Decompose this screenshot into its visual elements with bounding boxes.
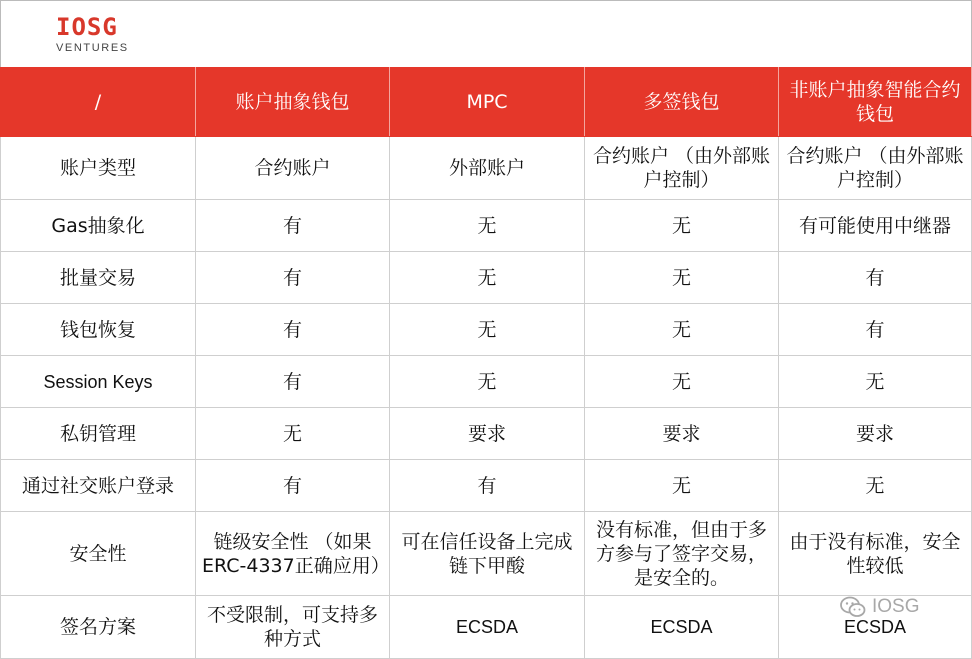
table-cell: 有 [196, 356, 390, 408]
header-row [1, 68, 972, 137]
row-label: 私钥管理 [1, 408, 196, 460]
table-row [1, 252, 972, 304]
table-cell: 无 [390, 356, 585, 408]
table-cell: 无 [779, 356, 972, 408]
table-cell: 有 [196, 252, 390, 304]
table-cell: 有 [390, 460, 585, 512]
header-cell: 账户抽象钱包 [196, 68, 390, 137]
table-cell: 有 [196, 200, 390, 252]
table-cell: 有可能使用中继器 [779, 200, 972, 252]
table-row [1, 408, 972, 460]
table-cell: 由于没有标准，安全性较低 [779, 512, 972, 596]
header-cell: / [1, 68, 196, 137]
table-cell: 有 [196, 460, 390, 512]
logo-main-text: IOSG [56, 13, 118, 41]
table-cell: 无 [390, 200, 585, 252]
table-cell: 有 [779, 304, 972, 356]
iosg-logo [56, 13, 136, 57]
table-cell: 无 [585, 304, 779, 356]
table-row [1, 596, 972, 659]
table-cell: 有 [196, 304, 390, 356]
row-label: 通过社交账户登录 [1, 460, 196, 512]
table-cell: ECSDA [779, 596, 972, 659]
table-cell: 有 [779, 252, 972, 304]
logo-area [0, 0, 972, 67]
table-row [1, 304, 972, 356]
header-cell: 多签钱包 [585, 68, 779, 137]
table-cell: 合约账户 [196, 137, 390, 200]
header-cell: MPC [390, 68, 585, 137]
table-row [1, 137, 972, 200]
row-label: 钱包恢复 [1, 304, 196, 356]
table-cell: 要求 [390, 408, 585, 460]
table-cell: 合约账户 （由外部账户控制） [585, 137, 779, 200]
table-cell: 外部账户 [390, 137, 585, 200]
row-label: Gas抽象化 [1, 200, 196, 252]
table-cell: 无 [585, 252, 779, 304]
row-label: 账户类型 [1, 137, 196, 200]
table-cell: 可在信任设备上完成链下甲酸 [390, 512, 585, 596]
table-cell: 不受限制，可支持多种方式 [196, 596, 390, 659]
table-cell: 无 [585, 356, 779, 408]
table-row [1, 512, 972, 596]
table-cell: 无 [390, 304, 585, 356]
header-cell: 非账户抽象智能合约钱包 [779, 68, 972, 137]
row-label: 安全性 [1, 512, 196, 596]
table-row [1, 460, 972, 512]
table-cell: ECSDA [390, 596, 585, 659]
table-cell: 要求 [585, 408, 779, 460]
table-cell: 链级安全性 （如果ERC-4337正确应用） [196, 512, 390, 596]
row-label: 批量交易 [1, 252, 196, 304]
table-cell: 无 [390, 252, 585, 304]
table-cell: 无 [196, 408, 390, 460]
table-cell: 没有标准，但由于多方参与了签字交易，是安全的。 [585, 512, 779, 596]
table-cell: 无 [779, 460, 972, 512]
wechat-icon [840, 596, 866, 618]
logo-sub-text: VENTURES [56, 42, 129, 54]
table-cell: 无 [585, 460, 779, 512]
table-cell: 无 [585, 200, 779, 252]
table-cell: ECSDA [585, 596, 779, 659]
table-row [1, 200, 972, 252]
row-label: 签名方案 [1, 596, 196, 659]
table-row [1, 356, 972, 408]
table-cell: 合约账户 （由外部账户控制） [779, 137, 972, 200]
row-label: Session Keys [1, 356, 196, 408]
comparison-table [0, 67, 972, 659]
watermark [840, 596, 920, 618]
table-cell: 要求 [779, 408, 972, 460]
watermark-text: IOSG [872, 596, 920, 617]
